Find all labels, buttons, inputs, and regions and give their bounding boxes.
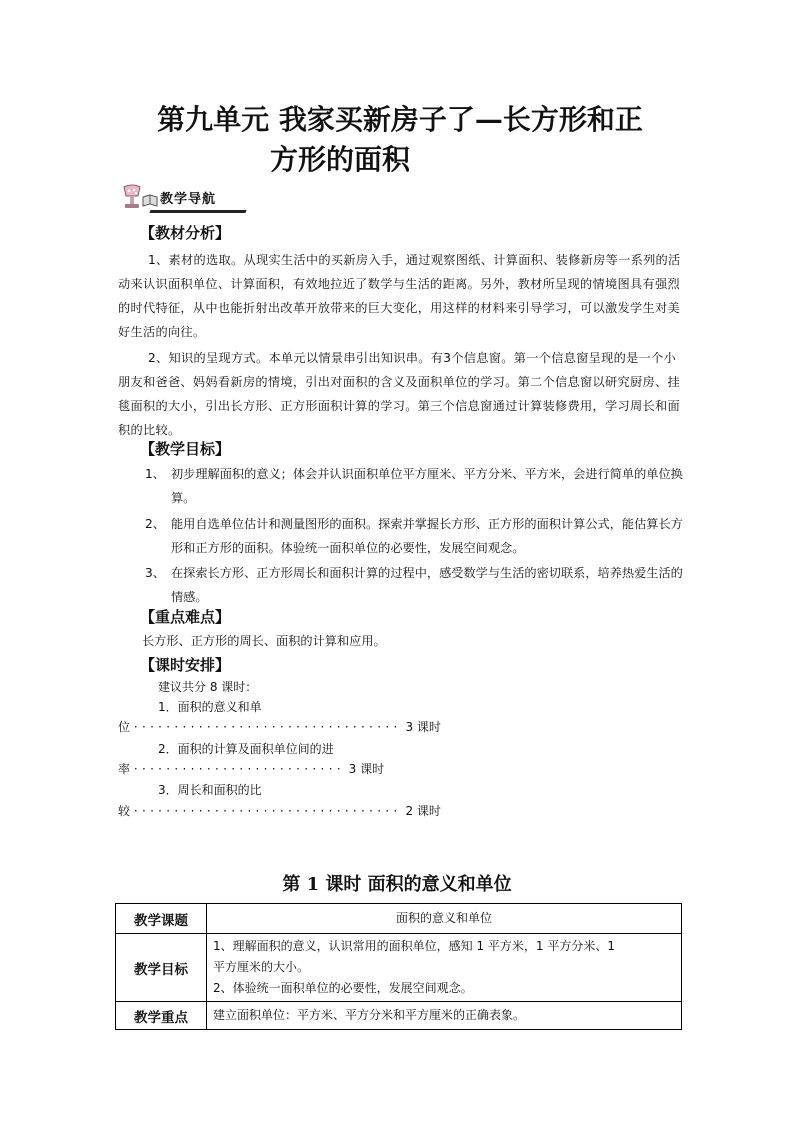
schedule-item-line (118, 718, 441, 735)
schedule-item-line (118, 760, 384, 777)
schedule-item-tail: 位 (118, 720, 131, 734)
schedule-item-hours: 2 课时 (405, 804, 441, 818)
schedule-item-tail: 率 (118, 762, 131, 776)
schedule-intro: 建议共分 8 课时： (158, 680, 258, 694)
row-content-line: 2、体验统一面积单位的必要性，发展空间观念。 (213, 981, 473, 995)
leader-dots: ·························· (133, 762, 345, 776)
table-row (116, 904, 682, 934)
leader-dots: ································· (133, 804, 402, 818)
table-row (116, 934, 682, 1002)
goal-text: 在探索长方形、正方形周长和面积计算的过程中，感受数学与生活的密切联系，培养热爱生活的情感。 (171, 566, 683, 604)
goal-number: 2、 (145, 517, 165, 531)
book-icon (142, 194, 158, 208)
schedule-item-head: 3．周长和面积的比 (158, 783, 262, 797)
goal-text: 初步理解面积的意义；体会并认识面积单位平方厘米、平方分米、平方米，会进行简单的单位换算。 (171, 467, 683, 505)
teaching-nav-badge (116, 180, 246, 216)
key-text: 长方形、正方形的周长、面积的计算和应用。 (142, 634, 386, 648)
row-content-line: 建立面积单位：平方米、平方分米和平方厘米的正确表象。 (213, 1008, 526, 1022)
badge-underline (149, 210, 246, 213)
goal-text: 能用自选单位估计和测量图形的面积。探索并掌握长方形、正方形的面积计算公式，能估算长方形和正方形的面积。体验统一面积单位的必要性，发展空间观念。 (171, 517, 683, 555)
row-content (207, 934, 682, 1002)
heading-key-difficulty: 【重点难点】 (140, 608, 231, 626)
heading-schedule: 【课时安排】 (140, 656, 231, 674)
schedule-item-tail: 较 (118, 804, 131, 818)
goal-number: 3、 (145, 566, 165, 580)
row-content-line: 1、理解面积的意义，认识常用的面积单位，感知 1 平方米，1 平方分米、1 (213, 939, 615, 953)
row-label: 教学课题 (116, 904, 207, 934)
schedule-item-head: 2．面积的计算及面积单位间的进 (158, 742, 334, 756)
schedule-item-hours: 3 课时 (405, 720, 441, 734)
table-row (116, 1002, 682, 1030)
row-content-line: 面积的意义和单位 (395, 911, 492, 925)
row-label: 教学重点 (116, 1002, 207, 1030)
row-content (207, 1002, 682, 1030)
goal-item (145, 462, 685, 510)
row-content (207, 904, 682, 934)
lesson-title: 第 1 课时 面积的意义和单位 (282, 874, 512, 895)
page-title-line-2: 方形的面积 (269, 143, 410, 176)
schedule-item-line (118, 802, 441, 819)
lesson-plan-table (115, 903, 682, 1030)
heading-material-analysis: 【教材分析】 (140, 224, 231, 242)
row-content-line: 平方厘米的大小。 (213, 960, 310, 974)
material-paragraph-2: 2、知识的呈现方式。本单元以情景串引出知识串。有3个信息窗。第一个信息窗呈现的是一个小朋友和爸爸、妈妈看新房的情境，引出对面积的含义及面积单位的学习。第二个信息窗以研究厨房、挂毯面积的大小，引出长方形、正方形面积计算的学习。第三个信息窗通过计算装修费用，学习周长和面积的比较。 (118, 351, 680, 437)
lamp-icon (120, 184, 144, 210)
leader-dots: ································· (133, 720, 402, 734)
row-label: 教学目标 (116, 934, 207, 1002)
teaching-nav-label: 教学导航 (160, 192, 217, 207)
goal-item (145, 561, 685, 609)
heading-teaching-goals: 【教学目标】 (140, 440, 231, 458)
schedule-item-head: 1．面积的意义和单 (158, 700, 262, 714)
material-paragraph-1: 1、素材的选取。从现实生活中的买新房入手，通过观察图纸、计算面积、装修新房等一系列的活动来认识面积单位、计算面积，有效地拉近了数学与生活的距离。另外，教材所呈现的情境图具有强烈的时代特征，从中也能折射出改革开放带来的巨大变化，用这样的材料来引导学习，可以激发学生对美好生活的向往。 (118, 253, 681, 339)
schedule-item-hours: 3 课时 (348, 762, 385, 776)
goal-number: 1、 (145, 467, 165, 481)
goal-item (145, 512, 685, 560)
page-title-line-1: 第九单元 我家买新房子了—长方形和正 (157, 103, 643, 136)
